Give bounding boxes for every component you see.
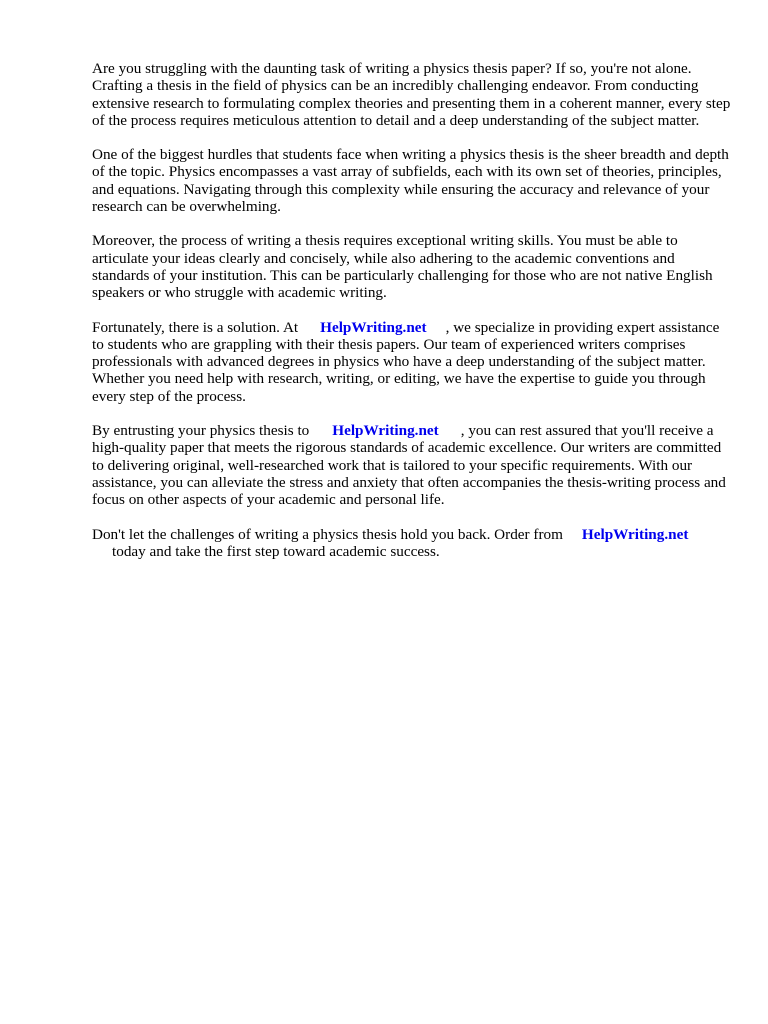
paragraph-hurdles: One of the biggest hurdles that students face when writing a physics thesis is the sheer breadth and depth of the topic. Physics encompasses a vast array of subfields, each with its own set of theories, principles, and equations. Navigating through this complexity while ensuring the accuracy and relevance of your research can be overwhelming. xyxy=(92,146,729,216)
paragraph-solution-lead: Fortunately, there is a solution. At xyxy=(92,318,299,336)
paragraph-cta-lead: Don't let the challenges of writing a physics thesis hold you back. Order from xyxy=(92,525,563,543)
paragraph-entrusting xyxy=(92,422,732,508)
paragraph-call-to-action xyxy=(92,526,732,561)
paragraph-cta-rest: today and take the first step toward academic success. xyxy=(112,542,440,560)
paragraph-entrusting-lead: By entrusting your physics thesis to xyxy=(92,422,310,440)
paragraph-solution-rest: , we specialize in providing expert assistance to students who are grappling with their thesis papers. Our team of experienced writers comprises professionals with advanced degrees in physics who have a deep understanding of the subject matter. Whether you need help with research, writing, or editing, we have the expertise to guide you through every step of the process. xyxy=(92,318,720,405)
helpwriting-link[interactable]: HelpWriting.net xyxy=(320,318,427,336)
helpwriting-link[interactable]: HelpWriting.net xyxy=(581,525,689,543)
paragraph-entrusting-rest: , you can rest assured that you'll receive a high-quality paper that meets the rigorous standards of academic excellence. Our writers are committed to delivering original, well-researched work that is tailored to your specific requirements. With our assistance, you can alleviate the stress and anxiety that often accompanies the thesis-writing process and focus on other aspects of your academic and personal life. xyxy=(92,422,726,509)
paragraph-solution xyxy=(92,319,732,405)
paragraph-writing-skills: Moreover, the process of writing a thesis requires exceptional writing skills. You must be able to articulate your ideas clearly and concisely, while also adhering to the academic conventions and standards of your institution. This can be particularly challenging for those who are not native English speakers or who struggle with academic writing. xyxy=(92,232,713,302)
helpwriting-link[interactable]: HelpWriting.net xyxy=(332,422,439,440)
paragraph-intro: Are you struggling with the daunting task of writing a physics thesis paper? If so, you're not alone. Crafting a thesis in the field of physics can be an incredibly challenging endeavor. From conducting extensive research to formulating complex theories and presenting them in a coherent manner, every step of the process requires meticulous attention to detail and a deep understanding of the subject matter. xyxy=(92,60,731,129)
document-page xyxy=(92,60,732,577)
